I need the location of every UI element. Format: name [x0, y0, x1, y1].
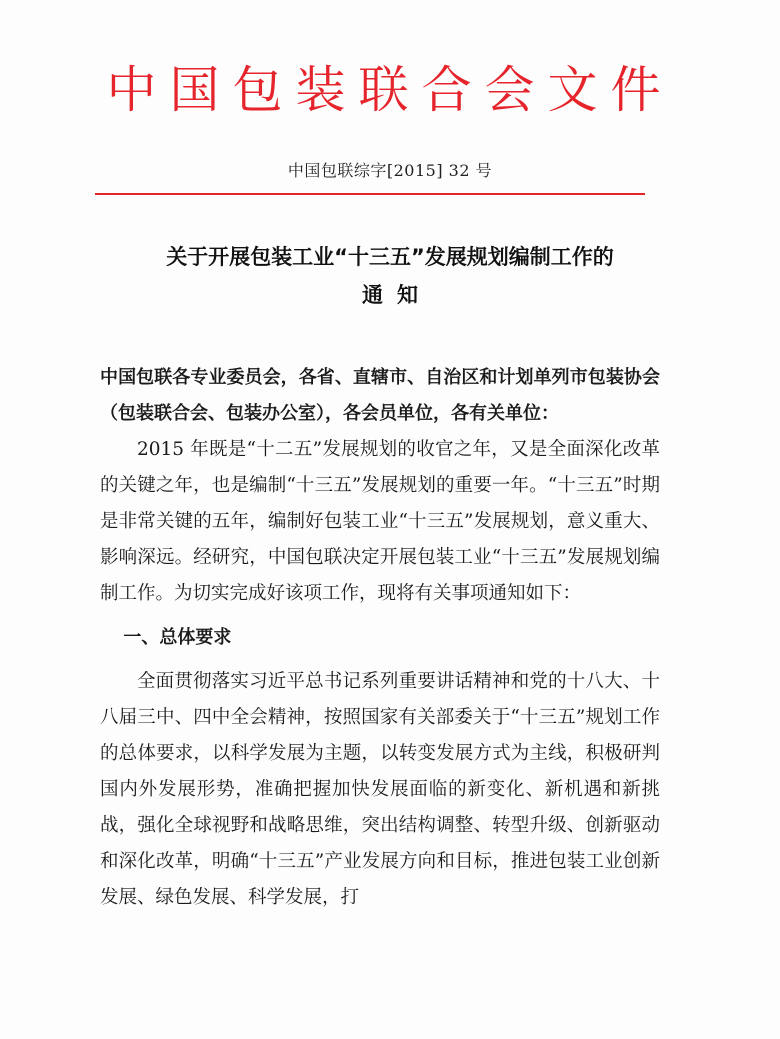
org-header-title: 中国包装联合会文件	[106, 61, 674, 119]
paragraph-intro: 2015 年既是“十二五”发展规划的收官之年，又是全面深化改革的关键之年，也是编制“十三五”发展规划的重要一年。“十三五”时期是非常关键的五年，编制好包装工业“十三五”发展规划，意义重大、影响深远。经研究，中国包联决定开展包装工业“十三五”发展规划编制工作。为切实完成好该项工作，现将有关事项通知如下：	[100, 439, 660, 604]
red-divider-line	[95, 193, 645, 195]
notice-title	[0, 238, 780, 314]
body-content	[100, 360, 660, 916]
section-heading-general-requirements: 一、总体要求	[123, 627, 232, 648]
paragraph-general-requirements: 全面贯彻落实习近平总书记系列重要讲话精神和党的十八大、十八届三中、四中全会精神，按照国家有关部委关于“十三五”规划工作的总体要求，以科学发展为主题，以转变发展方式为主线，积极研判国内外发展形势，准确把握加快发展面临的新变化、新机遇和新挑战，强化全球视野和战略思维，突出结构调整、转型升级、创新驱动和深化改革，明确“十三五”产业发展方向和目标，推进包装工业创新发展、绿色发展、科学发展，打	[100, 671, 660, 908]
notice-title-line1: 关于开展包装工业“十三五”发展规划编制工作的	[166, 245, 614, 269]
document-number: 中国包联综字[2015] 32 号	[287, 161, 493, 180]
notice-title-line2: 通知	[362, 283, 432, 307]
addressee: 中国包联各专业委员会，各省、直辖市、自治区和计划单列市包装协会（包装联合会、包装办公室），各会员单位，各有关单位：	[100, 367, 660, 424]
